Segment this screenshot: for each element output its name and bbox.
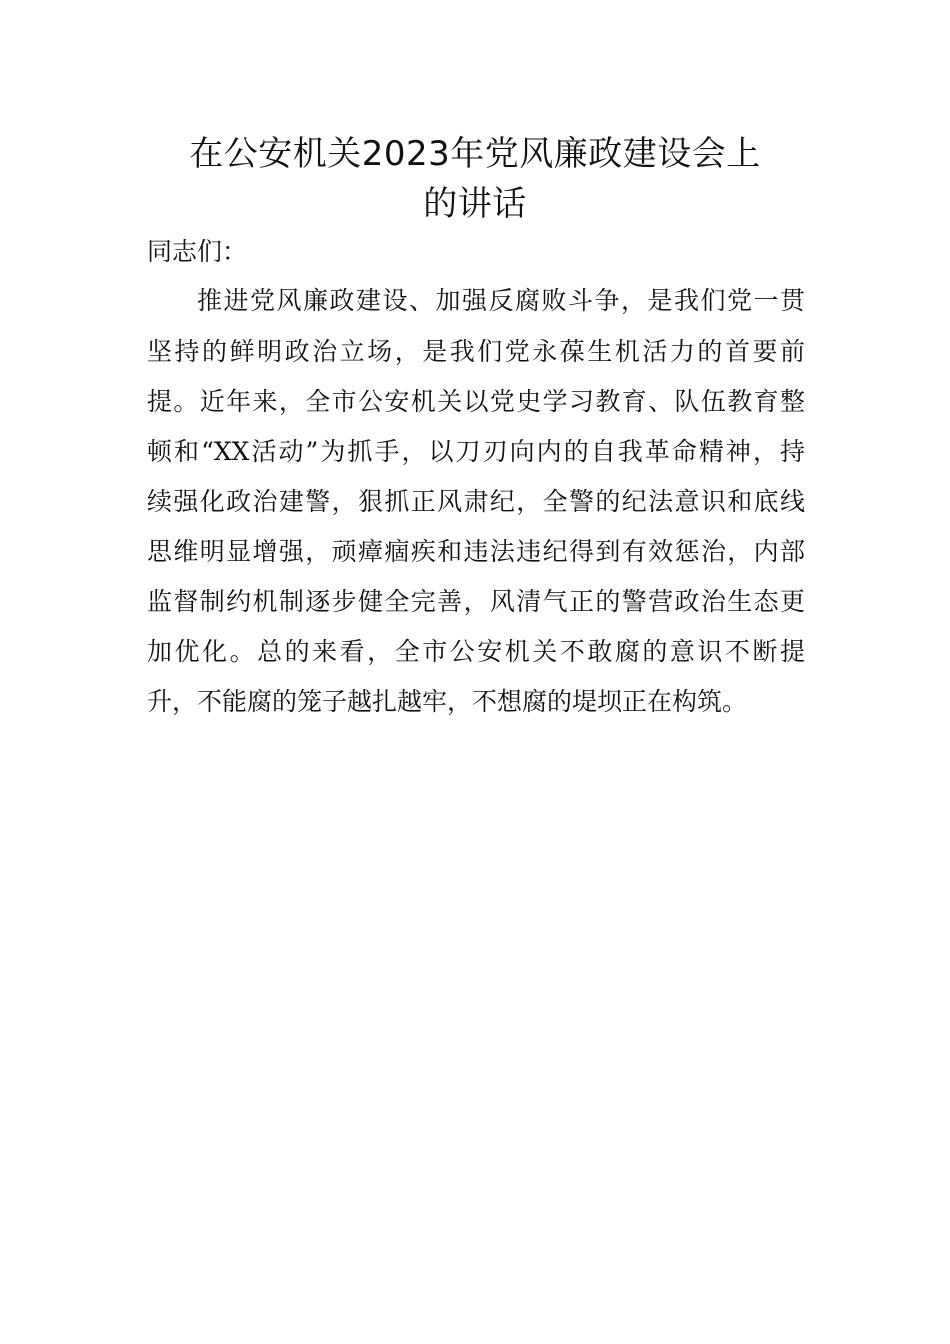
document-title-line-1: 在公安机关2023年党风廉政建设会上	[189, 134, 761, 174]
salutation: 同志们：	[147, 237, 248, 266]
document-title-line-2: 的讲话	[423, 184, 527, 224]
paragraph-line-8: 加优化。总的来看，全市公安机关不敢腐的意识不断提	[147, 637, 805, 666]
paragraph-line-9: 升，不能腐的笼子越扎越牢，不想腐的堤坝正在构筑。	[147, 687, 748, 716]
paragraph-line-4: 顿和“XX活动”为抓手，以刀刃向内的自我革命精神，持	[147, 437, 805, 466]
paragraph-line-5: 续强化政治建警，狠抓正风肃纪，全警的纪法意识和底线	[147, 487, 805, 516]
paragraph-line-1: 推进党风廉政建设、加强反腐败斗争，是我们党一贯	[197, 286, 805, 315]
paragraph-line-3: 提。近年来，全市公安机关以党史学习教育、队伍教育整	[147, 387, 805, 416]
paragraph-line-2: 坚持的鲜明政治立场，是我们党永葆生机活力的首要前	[147, 337, 805, 366]
paragraph-line-7: 监督制约机制逐步健全完善，风清气正的警营政治生态更	[147, 587, 805, 616]
paragraph-line-6: 思维明显增强，顽瘴痼疾和违法违纪得到有效惩治，内部	[147, 537, 805, 566]
